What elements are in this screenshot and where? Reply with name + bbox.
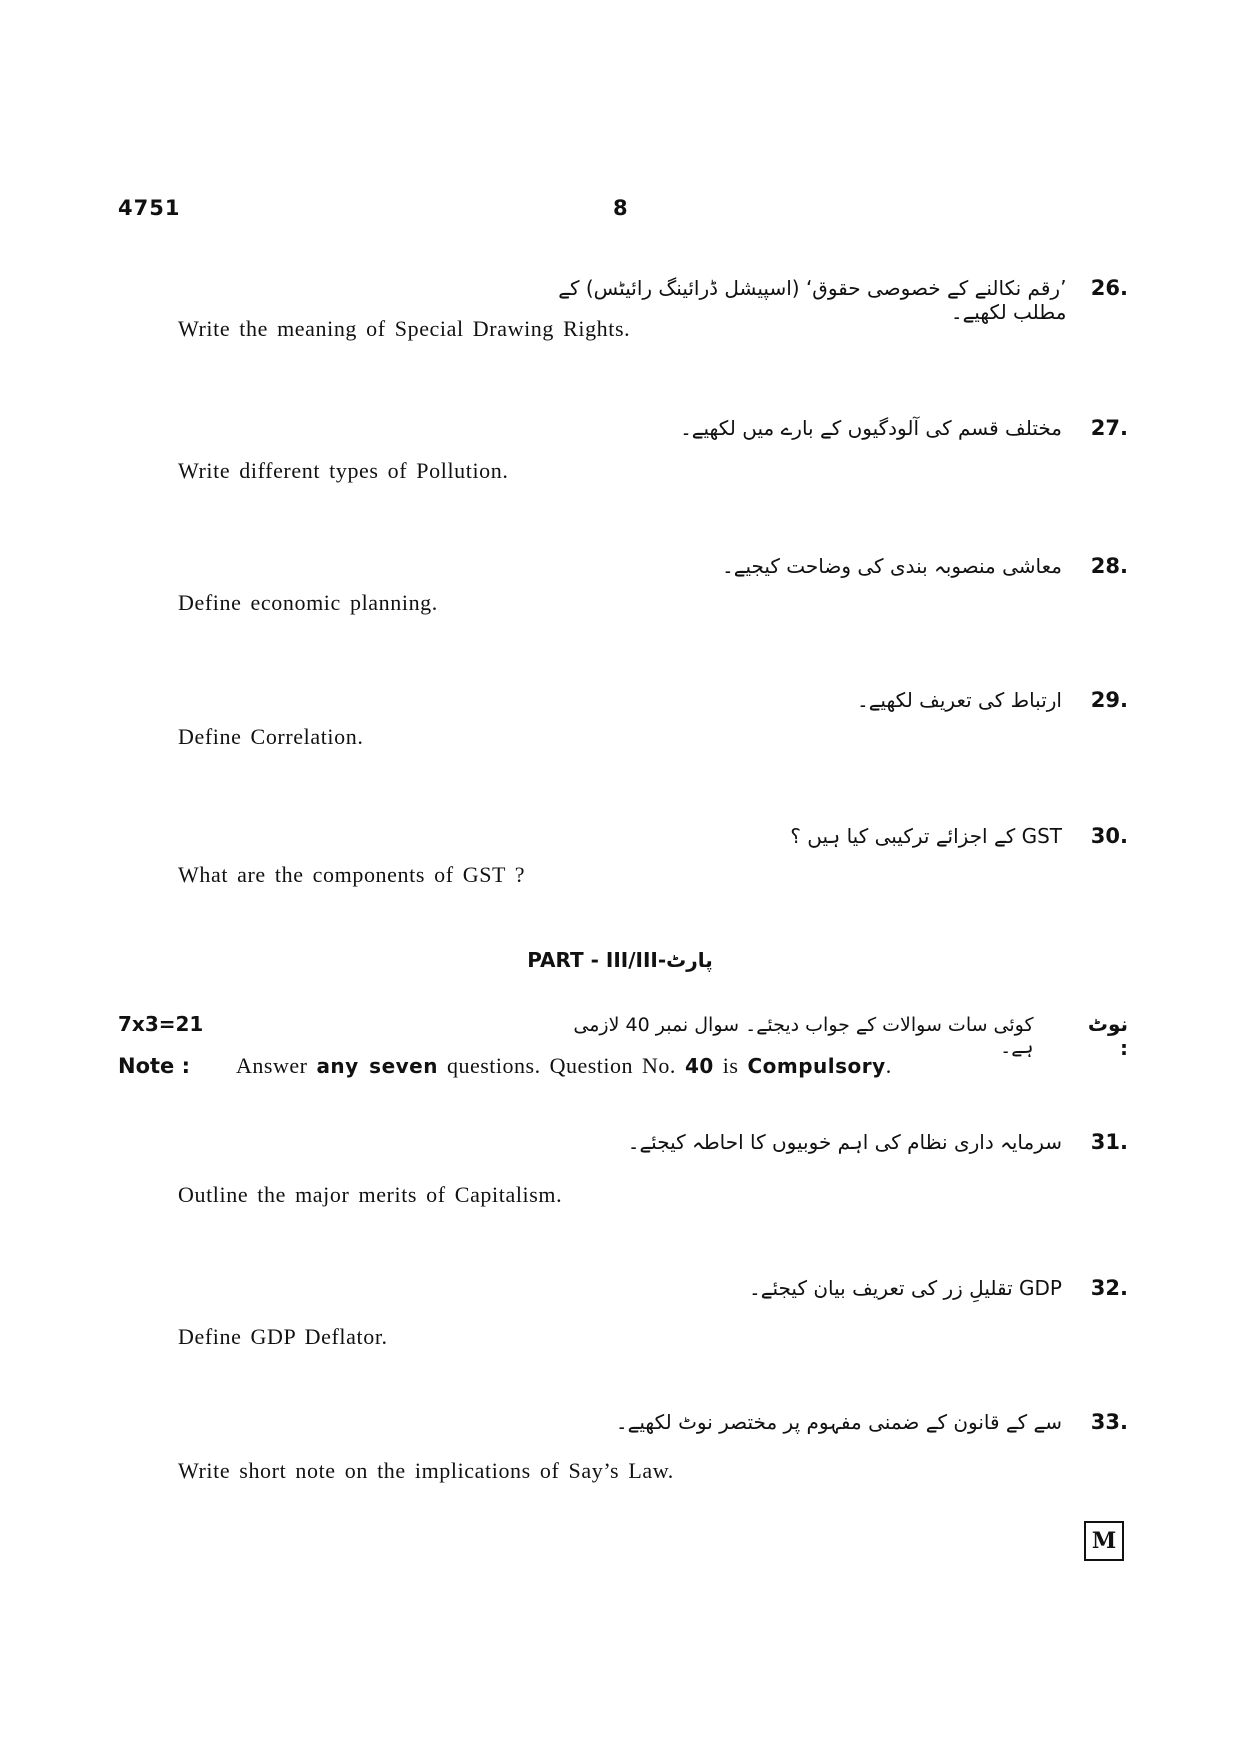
question-33-english: Write short note on the implications of Say’s Law. — [178, 1458, 674, 1483]
question-28-number: 28. — [1090, 554, 1128, 578]
note-urdu-label: نوٹ : — [1087, 1012, 1128, 1060]
question-26-urdu: ’رقم نکالنے کے خصوصی حقوق‘ (اسپیشل ڈرائینگ رائیٹس) کے مطلب لکھیے۔ — [558, 276, 1067, 324]
question-30-urdu-row — [500, 824, 1128, 848]
part-3-heading: PART - III/III-پارٹ — [527, 948, 713, 972]
part-3-marks: 7x3=21 — [118, 1012, 204, 1036]
note-english-text — [236, 1053, 892, 1079]
question-29-urdu: ارتباط کی تعریف لکھیے۔ — [856, 688, 1062, 712]
question-28-urdu-row — [500, 554, 1128, 578]
question-27-urdu-row — [500, 416, 1128, 440]
question-27-urdu: مختلف قسم کی آلودگیوں کے بارے میں لکھیے۔ — [680, 416, 1062, 440]
question-30-number: 30. — [1090, 824, 1128, 848]
question-29-number: 29. — [1090, 688, 1128, 712]
question-32-urdu: GDP تقلیلِ زر کی تعریف بیان کیجئے۔ — [749, 1276, 1062, 1300]
question-26-english: Write the meaning of Special Drawing Rights. — [178, 316, 631, 341]
question-32-english: Define GDP Deflator. — [178, 1324, 388, 1349]
note-any-seven: any seven — [316, 1054, 438, 1078]
question-33-number: 33. — [1090, 1410, 1128, 1434]
note-middle: questions. Question No. — [446, 1053, 676, 1078]
note-compulsory: Compulsory — [747, 1054, 886, 1078]
question-31-urdu-row — [500, 1130, 1128, 1154]
note-label: Note : — [118, 1054, 190, 1078]
question-29-english: Define Correlation. — [178, 724, 364, 749]
page-number: 8 — [613, 196, 628, 220]
question-29-urdu-row — [500, 688, 1128, 712]
note-is: is — [722, 1053, 739, 1078]
question-27-english: Write different types of Pollution. — [178, 458, 509, 483]
question-28-english: Define economic planning. — [178, 590, 438, 615]
question-30-urdu: GST کے اجزائے ترکیبی کیا ہیں ؟ — [790, 824, 1062, 848]
question-32-number: 32. — [1090, 1276, 1128, 1300]
question-27-number: 27. — [1090, 416, 1128, 440]
question-33-urdu: سے کے قانون کے ضمنی مفہوم پر مختصر نوٹ لکھیے۔ — [615, 1410, 1062, 1434]
question-30-english: What are the components of GST ? — [178, 862, 526, 887]
question-26-number: 26. — [1090, 276, 1128, 300]
paper-code: 4751 — [118, 196, 181, 220]
note-end: . — [885, 1053, 892, 1078]
question-31-english: Outline the major merits of Capitalism. — [178, 1182, 563, 1207]
question-28-urdu: معاشی منصوبہ بندی کی وضاحت کیجیے۔ — [722, 554, 1062, 578]
note-question-number: 40 — [684, 1054, 714, 1078]
question-32-urdu-row — [500, 1276, 1128, 1300]
note-prefix: Answer — [236, 1053, 308, 1078]
question-31-urdu: سرمایہ داری نظام کی اہم خوبیوں کا احاطہ کیجئے۔ — [627, 1130, 1062, 1154]
question-33-urdu-row — [500, 1410, 1128, 1434]
question-31-number: 31. — [1090, 1130, 1128, 1154]
medium-mark-box: M — [1084, 1521, 1124, 1561]
note-urdu-text: کوئی سات سوالات کے جواب دیجئے۔ سوال نمبر 40 لازمی ہے۔ — [573, 1014, 1034, 1058]
